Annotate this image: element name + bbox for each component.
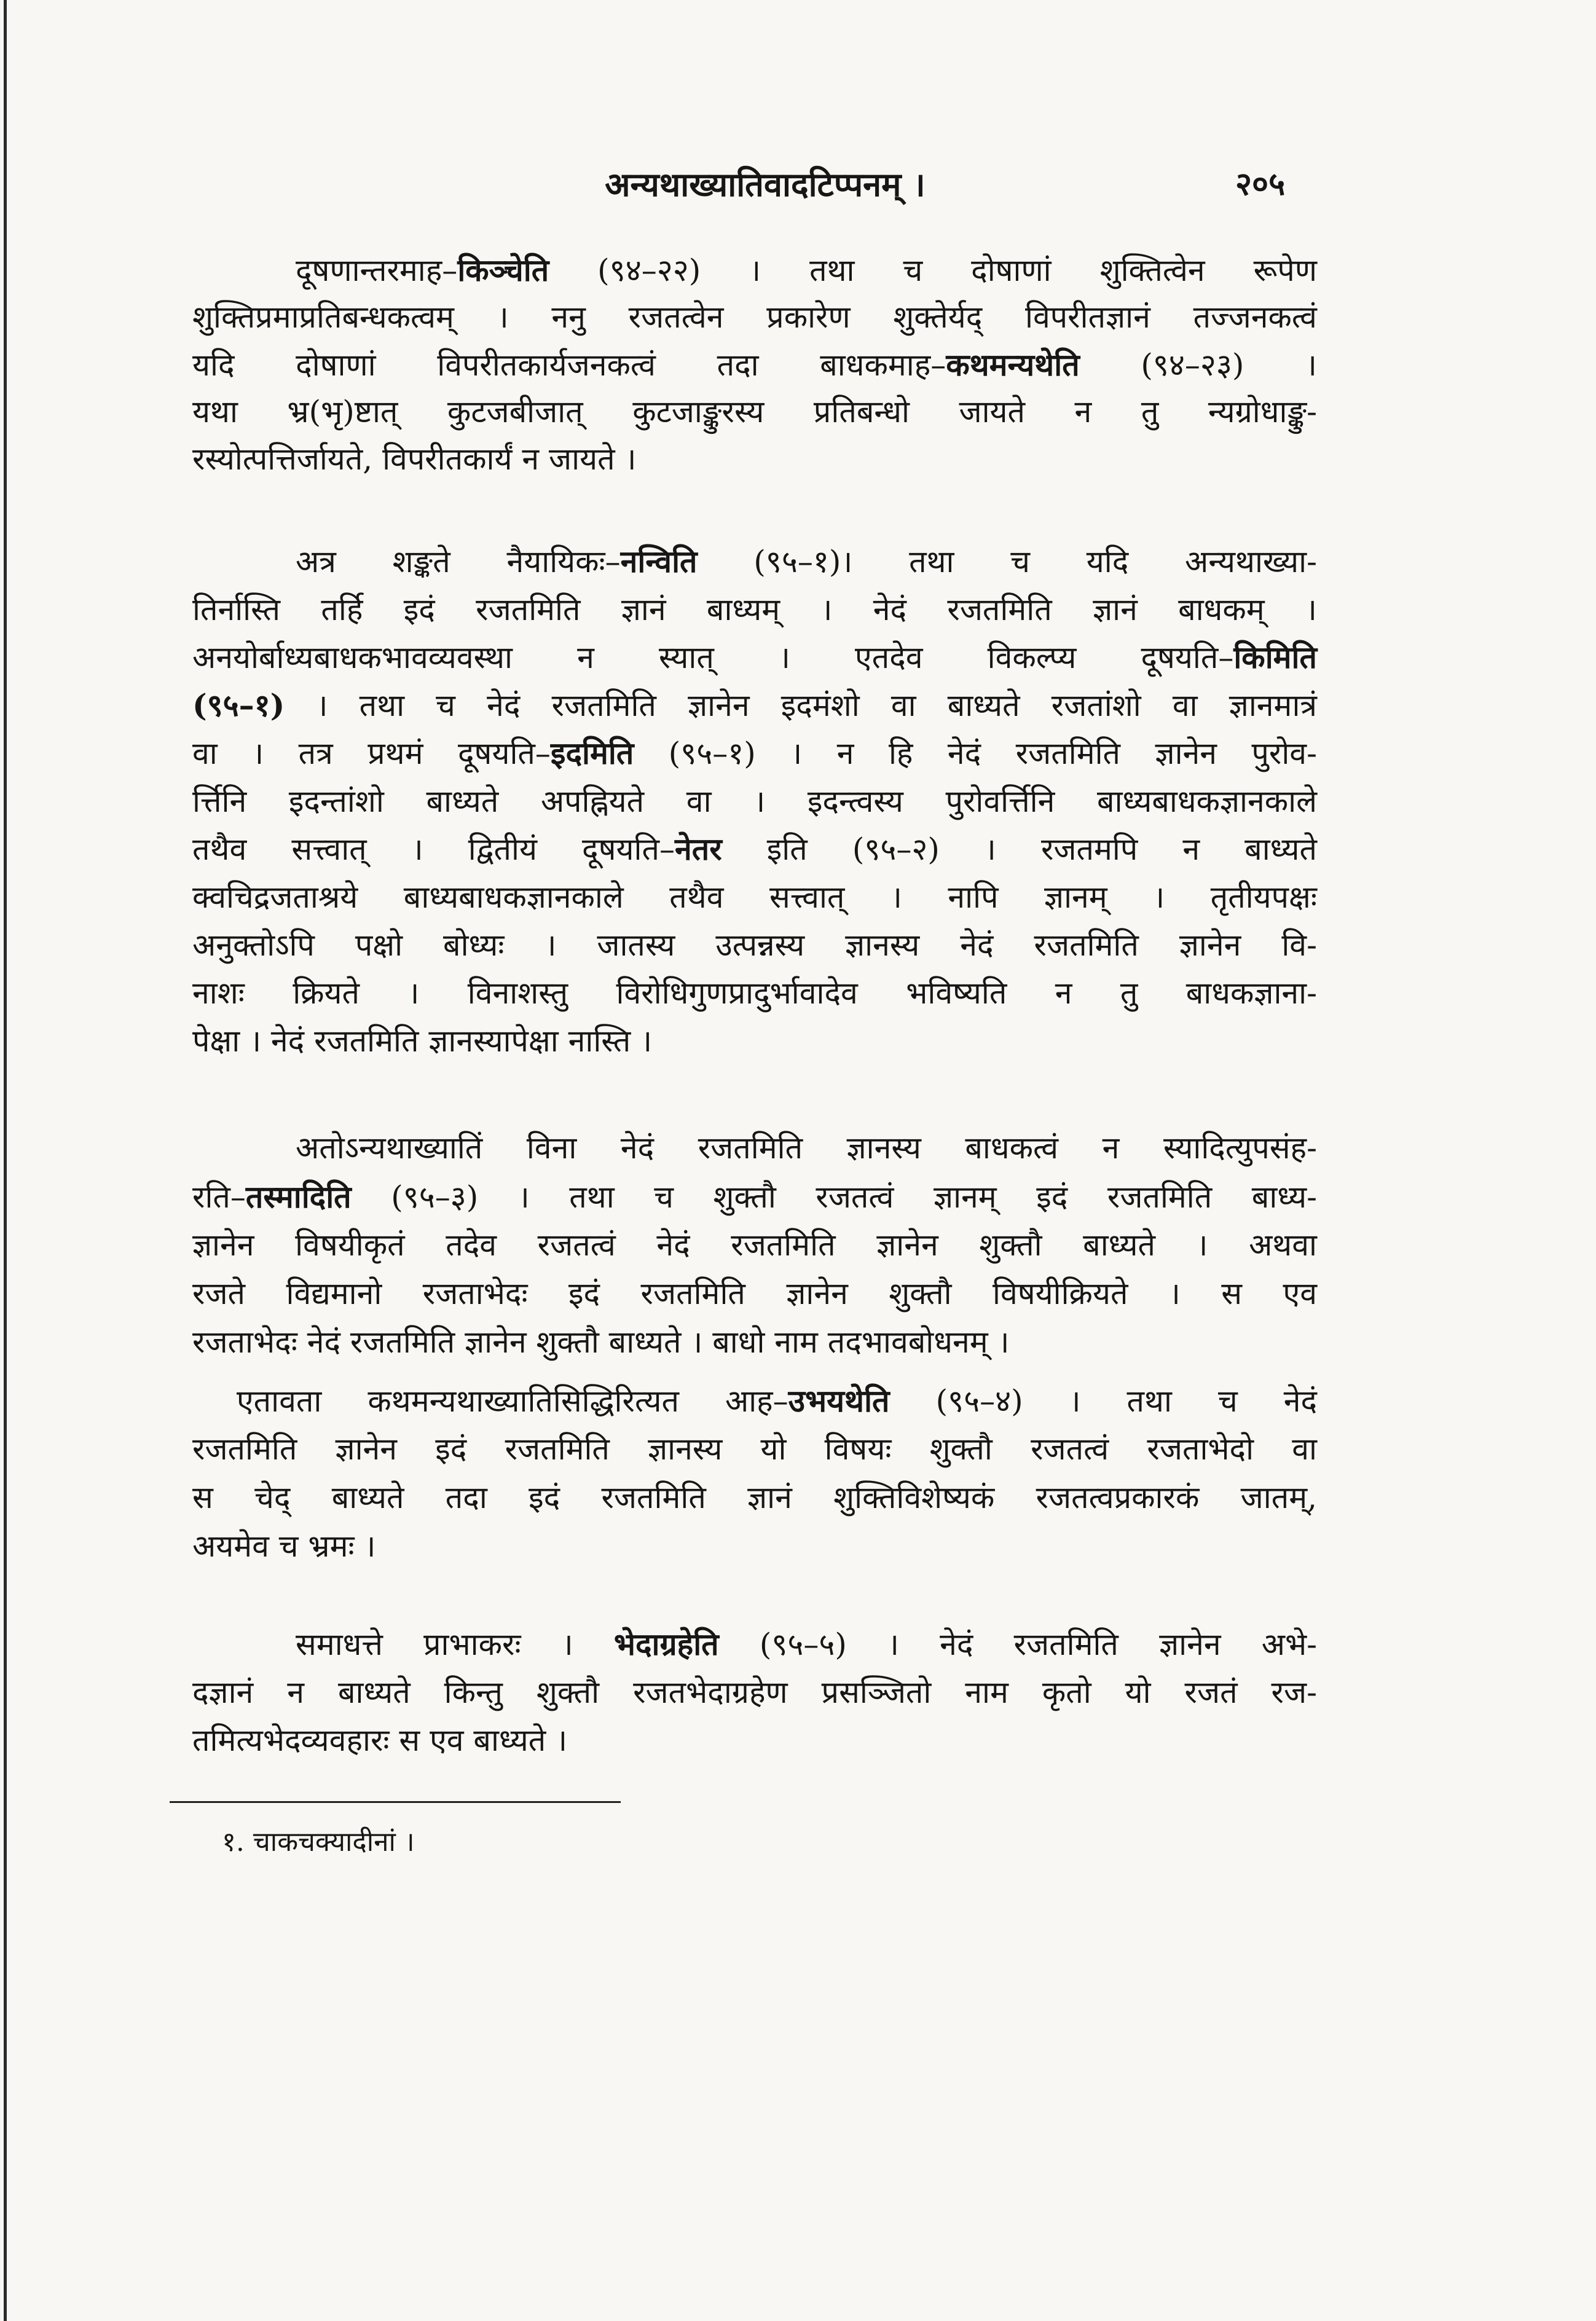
bold-term: भेदाग्रहेति <box>613 1626 719 1662</box>
bold-term: नन्विति <box>620 543 698 579</box>
text-segment: ज्ञानेन विषयीकृतं तदेव रजतत्वं नेदं रजतमिति ज्ञानेन शुक्तौ बाध्यते । अथवा <box>192 1227 1317 1263</box>
text-segment: (९५–३) । तथा च शुक्तौ रजतत्वं ज्ञानम् इदं रजतमिति बाध्य- <box>351 1179 1317 1215</box>
text-segment: समाधत्ते प्राभाकरः । <box>296 1627 614 1662</box>
text-segment: नाशः क्रियते । विनाशस्तु विरोधिगुणप्रादुर्भावादेव भविष्यति न तु बाधकज्ञाना- <box>192 975 1317 1011</box>
text-segment: दज्ञानं न बाध्यते किन्तु शुक्तौ रजतभेदाग्रहेण प्रसञ्जितो नाम कृतो यो रजतं रज- <box>192 1675 1317 1710</box>
bold-term: उभयथेति <box>788 1383 890 1419</box>
text-line <box>192 777 1317 825</box>
text-segment: एतावता कथमन्यथाख्यातिसिद्धिरित्यत आह– <box>237 1383 788 1419</box>
page-number: २०५ <box>1235 165 1286 203</box>
text-segment: पेक्षा । नेदं रजतमिति ज्ञानस्यापेक्षा नास्ति । <box>192 1023 653 1059</box>
text-line <box>296 1620 1317 1668</box>
text-segment: शुक्तिप्रमाप्रतिबन्धकत्वम् । ननु रजतत्वेन प्रकारेण शुक्तेर्यद् विपरीतज्ञानं तज्जनकत्वं <box>192 299 1317 335</box>
paragraph-4 <box>192 1376 1317 1571</box>
text-segment: अत्र शङ्कते नैयायिकः– <box>296 544 621 579</box>
text-segment: (९५–५) । नेदं रजतमिति ज्ञानेन अभे- <box>718 1627 1317 1662</box>
text-segment: तथैव सत्त्वात् । द्वितीयं दूषयति– <box>192 831 675 867</box>
text-line <box>192 1318 1317 1367</box>
text-segment: इति (९५–२) । रजतमपि न बाध्यते <box>721 831 1317 867</box>
text-segment: यदि दोषाणां विपरीतकार्यजनकत्वं तदा बाधकमाह– <box>192 347 946 383</box>
text-line <box>192 586 1317 634</box>
bold-term: तस्मादिति <box>245 1179 352 1215</box>
text-line <box>192 436 1317 483</box>
text-line <box>192 294 1317 341</box>
text-line <box>192 388 1317 436</box>
paragraph-2 <box>192 538 1317 1065</box>
text-segment: अतोऽन्यथाख्यातिं विना नेदं रजतमिति ज्ञानस्य बाधकत्वं न स्यादित्युपसंह- <box>296 1130 1317 1166</box>
running-title: अन्यथाख्यातिवादटिप्पनम् । <box>605 165 926 204</box>
text-segment: (९५–१) । न हि नेदं रजतमिति ज्ञानेन पुरोव- <box>634 736 1318 771</box>
text-segment: वा । तत्र प्रथमं दूषयति– <box>192 736 551 771</box>
text-segment: (९४–२२) । तथा च दोषाणां शुक्तित्वेन रूपेण <box>549 253 1317 288</box>
text-segment: तमित्यभेदव्यवहारः स एव बाध्यते । <box>192 1722 568 1758</box>
text-segment: यथा भ्र(भृ)ष्टात् कुटजबीजात् कुटजाङ्कुरस्य प्रतिबन्धो जायते न तु न्यग्रोधाङ्कु- <box>192 394 1317 430</box>
bold-term: कथमन्यथेति <box>946 347 1080 383</box>
text-line <box>192 921 1317 969</box>
text-segment: तिर्नास्ति तर्हि इदं रजतमिति ज्ञानं बाध्यम् । नेदं रजतमिति ज्ञानं बाधकम् । <box>192 592 1317 627</box>
text-line <box>296 246 1317 294</box>
text-segment: अयमेव च भ्रमः । <box>192 1528 376 1564</box>
text-line <box>192 1668 1317 1716</box>
text-segment: रस्योत्पत्तिर्जायते, विपरीतकार्यं न जायते । <box>192 441 637 477</box>
text-segment: (९४–२३) । <box>1079 347 1317 383</box>
text-segment: स चेद् बाध्यते तदा इदं रजतमिति ज्ञानं शुक्तिविशेष्यकं रजतत्वप्रकारकं जातम्, <box>192 1480 1317 1515</box>
text-line <box>192 825 1317 873</box>
text-segment: अनुक्तोऽपि पक्षो बोध्यः । जातस्य उत्पन्नस्य ज्ञानस्य नेदं रजतमिति ज्ञानेन वि- <box>192 927 1317 963</box>
text-line <box>192 1172 1317 1221</box>
text-segment: रजते विद्यमानो रजताभेदः इदं रजतमिति ज्ञानेन शुक्तौ विषयीक्रियते । स एव <box>192 1276 1317 1311</box>
text-segment: दूषणान्तरमाह– <box>296 253 458 288</box>
text-line <box>192 1017 1317 1065</box>
text-segment: रजताभेदः नेदं रजतमिति ज्ञानेन शुक्तौ बाध्यते । बाधो नाम तदभावबोधनम् । <box>192 1324 1010 1360</box>
bold-term: किञ्चेति <box>457 252 549 288</box>
text-segment: रति– <box>192 1179 246 1215</box>
text-segment: (९५–१)। तथा च यदि अन्यथाख्या- <box>697 544 1317 579</box>
text-line <box>296 1124 1317 1172</box>
text-line <box>192 681 1317 729</box>
text-line <box>192 1522 1317 1571</box>
footnote-rule <box>170 1801 621 1803</box>
scan-edge <box>4 0 7 2321</box>
text-segment: र्त्तिनि इदन्तांशो बाध्यते अपह्नियते वा । इदन्त्वस्य पुरोवर्त्तिनि बाध्यबाधकज्ञानकाले <box>192 783 1317 819</box>
bold-term: नेतर <box>674 831 722 867</box>
footnote: १. चाकचक्यादीनां । <box>222 1826 415 1858</box>
bold-term: किमिति <box>1233 639 1317 675</box>
text-line <box>237 1376 1317 1425</box>
text-line <box>296 538 1317 586</box>
text-line <box>192 729 1317 777</box>
text-segment: (९५–४) । तथा च नेदं <box>889 1383 1317 1419</box>
text-line <box>192 1474 1317 1522</box>
paragraph-3 <box>192 1124 1317 1367</box>
paragraph-1 <box>192 246 1317 483</box>
text-segment: रजतमिति ज्ञानेन इदं रजतमिति ज्ञानस्य यो विषयः शुक्तौ रजतत्वं रजताभेदो वा <box>192 1431 1317 1467</box>
text-segment: अनयोर्बाध्यबाधकभावव्यवस्था न स्यात् । एतदेव विकल्प्य दूषयति– <box>192 640 1234 675</box>
bold-term: इदमिति <box>550 735 634 771</box>
text-line <box>192 1425 1317 1474</box>
text-segment: । तथा च नेदं रजतमिति ज्ञानेन इदमंशो वा बाध्यते रजतांशो वा ज्ञानमात्रं <box>285 688 1317 723</box>
text-line <box>192 969 1317 1017</box>
text-line <box>192 1716 1317 1764</box>
text-line <box>192 873 1317 921</box>
text-line <box>192 341 1317 388</box>
bold-term: (९५–१) <box>192 687 285 723</box>
text-line <box>192 1270 1317 1318</box>
text-line <box>192 1221 1317 1270</box>
paragraph-5 <box>192 1620 1317 1764</box>
text-line <box>192 634 1317 681</box>
text-segment: क्वचिद्रजताश्रये बाध्यबाधकज्ञानकाले तथैव सत्त्वात् । नापि ज्ञानम् । तृतीयपक्षः <box>192 879 1317 915</box>
